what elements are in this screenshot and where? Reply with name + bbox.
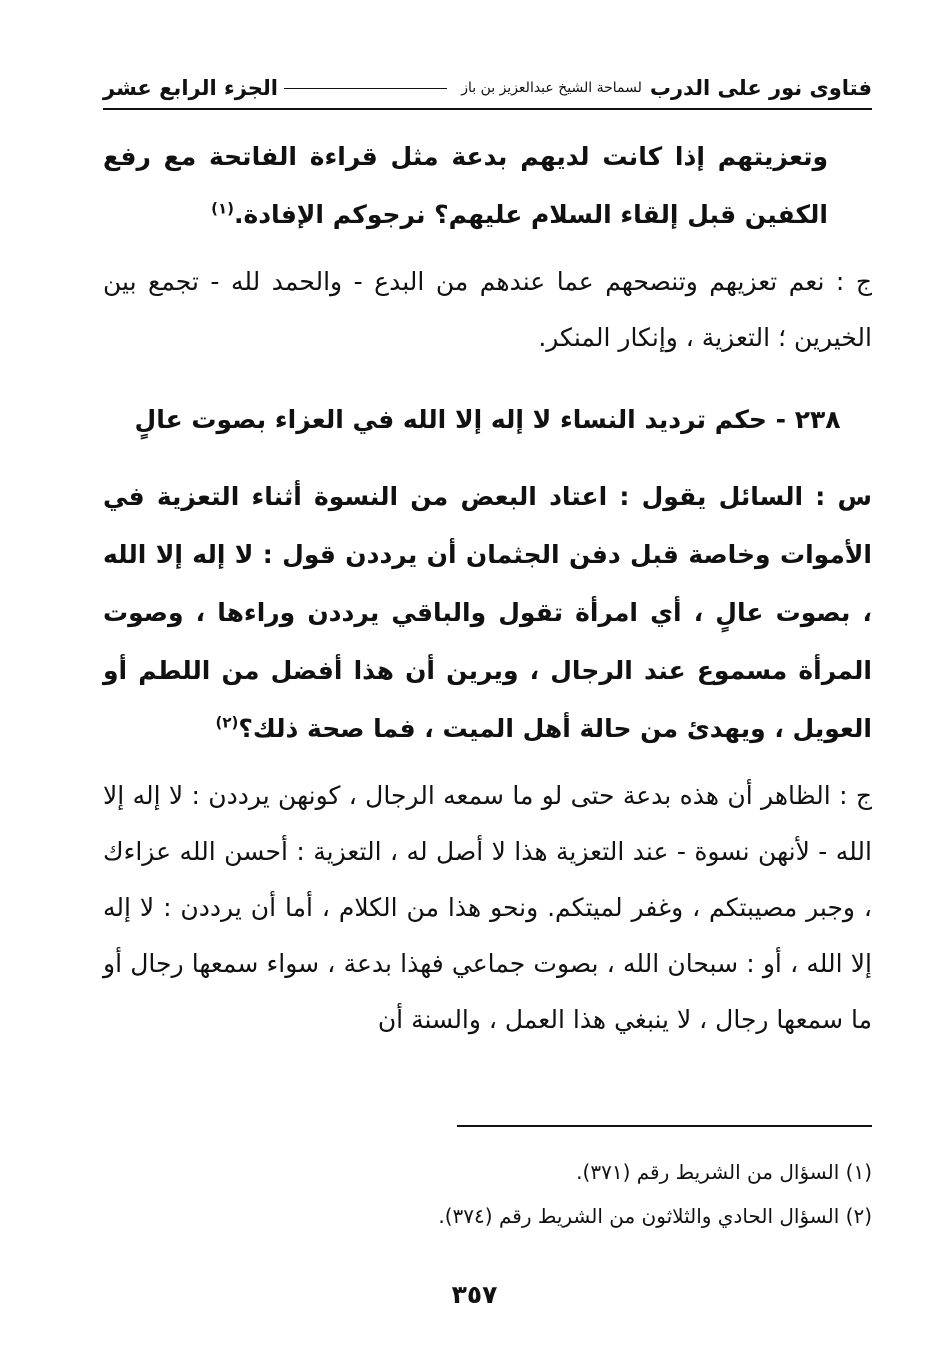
footnote-marker-2: (٢)	[215, 713, 239, 732]
footnote-marker-1: (١)	[211, 199, 234, 218]
header-author: لسماحة الشيخ عبدالعزيز بن باز	[461, 80, 642, 96]
header-rule	[284, 88, 447, 89]
header-volume: الجزء الرابع عشر	[103, 76, 278, 100]
question-text: وتعزيتهم إذا كانت لديهم بدعة مثل قراءة الفاتحة مع رفع الكفين قبل إلقاء السلام عليهم؟ نرجوكم الإفادة.	[103, 142, 828, 229]
page-content	[103, 128, 872, 1048]
answer-2: ج : الظاهر أن هذه بدعة حتى لو ما سمعه الرجال ، كونهن يرددن : لا إله إلا الله - لأنهن نسوة - عند التعزية هذا لا أصل له ، التعزية : أحسن الله عزاءك ، وجبر مصيبتكم ، وغفر لميتكم. ونحو هذا من الكلام ، أما أن يرددن : لا إله إلا الله ، أو : سبحان الله ، بصوت جماعي فهذا بدعة ، سواء سمعها رجال أو ما سمعها رجال ، لا ينبغي هذا العمل ، والسنة أن	[103, 781, 872, 1034]
question-2-text: س : السائل يقول : اعتاد البعض من النسوة أثناء التعزية في الأموات وخاصة قبل دفن الجثمان أن يرددن قول : لا إله إلا الله ، بصوت عالٍ ، أي امرأة تقول والباقي يرددن وراءها ، وصوت المرأة مسموع عند الرجال ، ويرين أن هذا أفضل من اللطم أو العويل ، ويهدئ من حالة أهل الميت ، فما صحة ذلك؟	[103, 482, 872, 743]
section-heading: ٢٣٨ - حكم ترديد النساء لا إله إلا الله في العزاء بصوت عالٍ	[134, 405, 841, 434]
page-number: ٣٥٧	[451, 1280, 498, 1309]
footnote-divider	[457, 1125, 872, 1127]
answer-1: ج : نعم تعزيهم وتنصحهم عما عندهم من البدع - والحمد لله - تجمع بين الخيرين ؛ التعزية ، وإنكار المنكر.	[103, 267, 872, 352]
running-header	[103, 68, 872, 110]
question-2	[103, 468, 872, 758]
header-book-title: فتاوى نور على الدرب	[649, 76, 872, 100]
footnotes	[103, 1150, 872, 1238]
footnote-2: (٢) السؤال الحادي والثلاثون من الشريط رقم (٣٧٤).	[438, 1204, 872, 1228]
question-continued	[103, 128, 872, 244]
footnote-1: (١) السؤال من الشريط رقم (٣٧١).	[576, 1160, 872, 1184]
